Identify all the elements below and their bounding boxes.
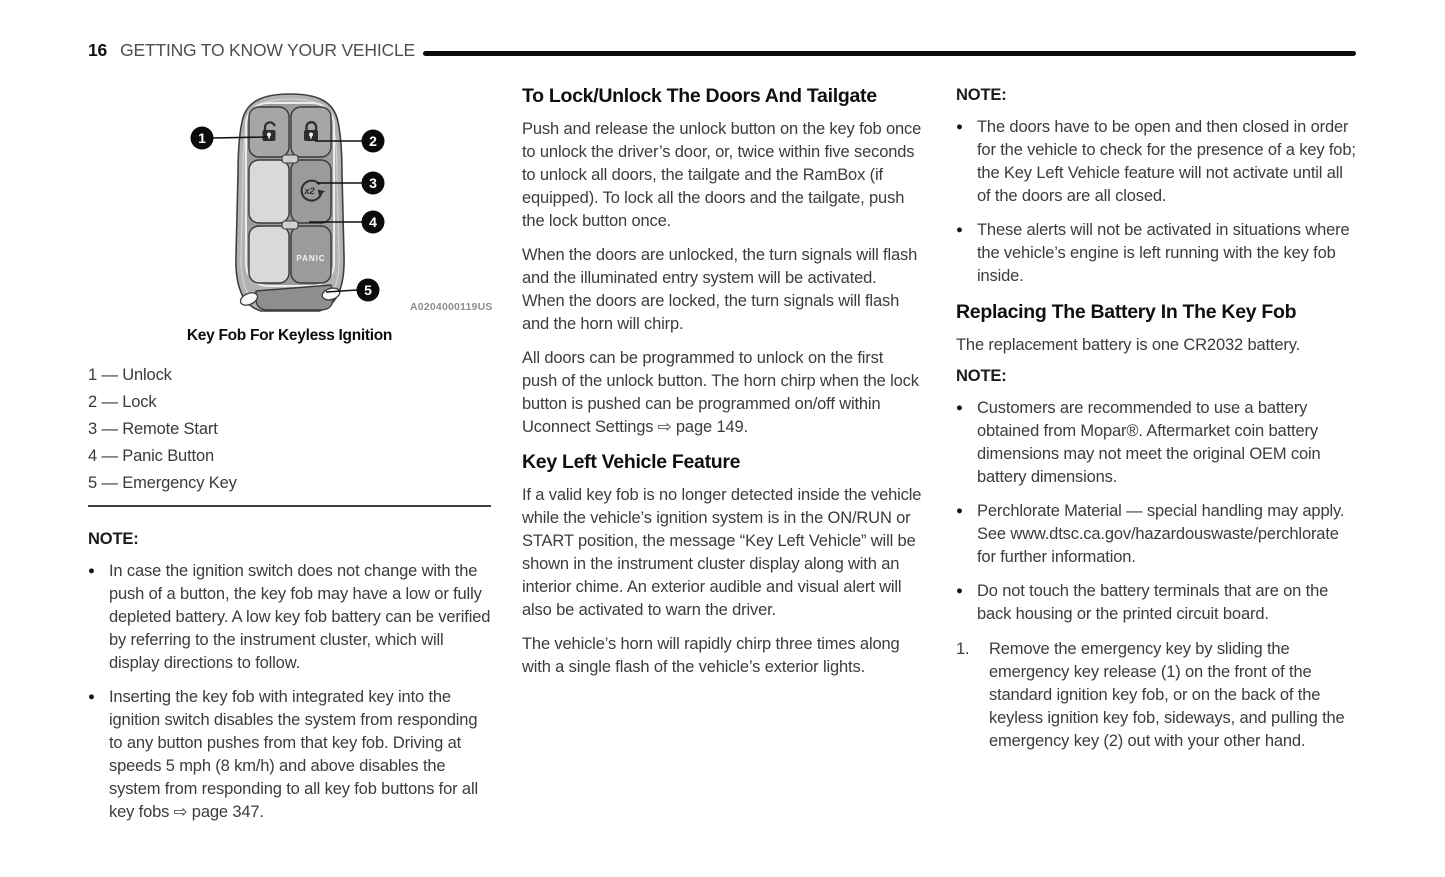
paragraph: When the doors are unlocked, the turn signals will flash and the illuminated entry system will be activated. When the doors are locked, the turn signals will flash and the horn will chirp.	[522, 246, 918, 333]
callout-3: 3	[369, 175, 377, 191]
bullet-icon: ●	[956, 585, 963, 597]
paragraph: All doors can be programmed to unlock on the first push of the unlock button. The horn chirp when the lock button is pushed can be programmed on/off within Uconnect Settings ⇨ page 149.	[522, 349, 919, 436]
middle-column	[522, 84, 922, 690]
key-fob-figure	[88, 84, 491, 362]
procedure-steps	[956, 638, 1357, 753]
note-bullet-text: Customers are recommended to use a battery obtained from Mopar®. Aftermarket coin battery dimensions may not meet the original OEM coin battery dimensions.	[977, 399, 1321, 486]
legend-item-lock: 2 — Lock	[88, 393, 157, 411]
note-bullet	[956, 580, 1357, 626]
callout-4: 4	[369, 214, 377, 230]
legend-item-unlock: 1 — Unlock	[88, 366, 172, 384]
step-number: 1.	[956, 640, 970, 658]
note-bullet-text: Perchlorate Material — special handling may apply. See www.dtsc.ca.gov/hazardouswaste/perchlorate for further information.	[977, 502, 1345, 566]
note-bullet	[88, 686, 491, 824]
note-list	[956, 397, 1357, 626]
page-number: 16	[88, 40, 108, 60]
chapter-title: GETTING TO KNOW YOUR VEHICLE	[120, 40, 415, 60]
note-bullet	[956, 500, 1357, 569]
panic-button-label: PANIC	[296, 254, 326, 263]
bullet-icon: ●	[956, 402, 963, 414]
bullet-icon: ●	[88, 565, 95, 577]
callout-1: 1	[198, 130, 206, 146]
note-heading: NOTE:	[88, 530, 139, 548]
key-fob-illustration	[185, 84, 485, 324]
step-1	[956, 638, 1357, 753]
legend-item-remote-start: 3 — Remote Start	[88, 420, 218, 438]
legend-item-panic-button: 4 — Panic Button	[88, 447, 215, 465]
note-bullet	[956, 397, 1357, 489]
section-heading-replacing-battery: Replacing The Battery In The Key Fob	[956, 301, 1297, 323]
figure-caption: Key Fob For Keyless Ignition	[186, 327, 393, 344]
note-bullet-text: The doors have to be open and then closed in order for the vehicle to check for the presence of a key fob; the Key Left Vehicle feature will not activate until all of the doors are all closed.	[977, 118, 1356, 205]
callout-2: 2	[369, 133, 377, 149]
figure-legend	[88, 362, 491, 497]
note-bullet	[956, 116, 1357, 208]
note-bullet-text: In case the ignition switch does not change with the push of a button, the key fob may have a low or fully depleted battery. A low key fob battery can be verified by referring to the instrument cluster, which will display directions to follow.	[109, 562, 491, 672]
legend-item-emergency-key: 5 — Emergency Key	[88, 474, 237, 492]
bullet-icon: ●	[88, 691, 95, 703]
note-bullet	[956, 219, 1357, 288]
remote-start-x2-label: x2	[304, 186, 315, 197]
step-text: Remove the emergency key by sliding the emergency key release (1) on the front of the standard ignition key fob, or on the back of the keyless ignition key fob, sideways, and pulling the emergency key (2) out with your other hand.	[989, 640, 1345, 750]
paragraph: The vehicle’s horn will rapidly chirp three times along with a single flash of the vehicle’s exterior lights.	[522, 635, 900, 676]
paragraph: If a valid key fob is no longer detected inside the vehicle while the vehicle’s ignition system is in the ON/RUN or START position, the message “Key Left Vehicle” will be shown in the instrument cluster display along with an interior chime. An exterior audible and visual alert will also be activated to warn the driver.	[522, 486, 922, 619]
left-column	[88, 84, 491, 836]
legend-divider	[88, 505, 491, 507]
header-rule	[423, 51, 1356, 56]
figure-reference-code: A0204000119US	[410, 301, 493, 313]
bullet-icon: ●	[956, 505, 963, 517]
note-bullet-text: Inserting the key fob with integrated key into the ignition switch disables the system from responding to any button pushes from that key fob. Driving at speeds 5 mph (8 km/h) and above disables the system from responding to all key fob buttons for all key fobs ⇨ page 347.	[109, 688, 478, 821]
note-bullet-text: These alerts will not be activated in situations where the vehicle’s engine is left running with the key fob inside.	[977, 221, 1350, 285]
note-heading: NOTE:	[956, 367, 1007, 385]
bullet-icon: ●	[956, 224, 963, 236]
fob-body	[236, 94, 344, 311]
blank-button-upper	[249, 160, 289, 223]
note-list	[956, 116, 1357, 288]
paragraph: The replacement battery is one CR2032 battery.	[956, 336, 1301, 354]
blank-button-lower	[249, 226, 289, 283]
note-list	[88, 560, 491, 824]
section-heading-key-left-vehicle: Key Left Vehicle Feature	[522, 451, 741, 473]
note-bullet	[88, 560, 491, 675]
paragraph: Push and release the unlock button on the key fob once to unlock the driver’s door, or, twice within five seconds to unlock all doors, the tailgate and the RamBox (if equipped). To lock all the doors and the tailgate, push the lock button once.	[522, 120, 922, 230]
section-heading-lock-unlock: To Lock/Unlock The Doors And Tailgate	[522, 85, 877, 107]
bullet-icon: ●	[956, 121, 963, 133]
note-bullet-text: Do not touch the battery terminals that are on the back housing or the printed circuit board.	[977, 582, 1329, 623]
callout-5: 5	[364, 282, 372, 298]
right-column	[956, 84, 1357, 753]
note-heading: NOTE:	[956, 86, 1007, 104]
